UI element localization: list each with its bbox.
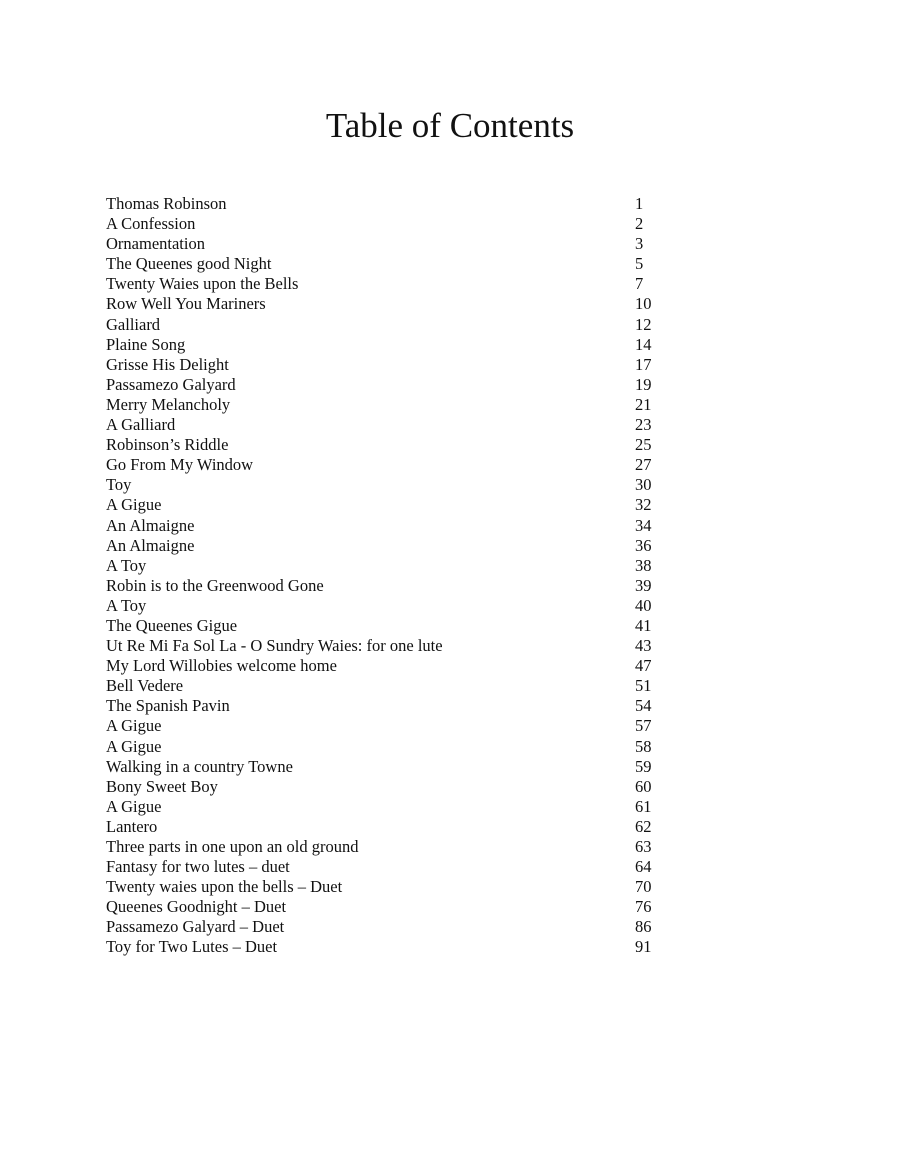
table-of-contents-list [106, 194, 666, 958]
toc-entry-page-number: 32 [635, 495, 652, 515]
toc-entry-page-number: 19 [635, 374, 652, 394]
toc-entry-page-number: 91 [635, 937, 652, 957]
toc-entry [106, 777, 666, 797]
toc-entry-page-number: 38 [635, 555, 652, 575]
toc-entry-page-number: 62 [635, 816, 652, 836]
toc-entry-page-number: 5 [635, 254, 644, 274]
toc-entry [106, 355, 666, 375]
toc-entry-title: A Gigue [106, 736, 162, 756]
toc-entry-page-number: 54 [635, 696, 652, 716]
toc-entry [106, 415, 666, 435]
toc-entry [106, 294, 666, 314]
toc-entry-page-number: 70 [635, 877, 652, 897]
toc-entry-page-number: 34 [635, 515, 652, 535]
toc-entry [106, 656, 666, 676]
toc-entry-title: My Lord Willobies welcome home [106, 656, 337, 676]
toc-entry-title: Ut Re Mi Fa Sol La - O Sundry Waies: for one lute [106, 636, 443, 656]
toc-entry-title: Twenty Waies upon the Bells [106, 274, 299, 294]
toc-entry-title: Ornamentation [106, 234, 205, 254]
toc-entry-page-number: 60 [635, 776, 652, 796]
toc-entry-page-number: 21 [635, 394, 652, 414]
toc-entry [106, 475, 666, 495]
toc-entry [106, 897, 666, 917]
toc-entry [106, 797, 666, 817]
toc-entry-page-number: 40 [635, 595, 652, 615]
toc-entry [106, 596, 666, 616]
toc-entry [106, 636, 666, 656]
toc-entry-title: A Toy [106, 555, 147, 575]
toc-entry-page-number: 17 [635, 354, 652, 374]
toc-entry-title: A Gigue [106, 716, 162, 736]
toc-entry-page-number: 58 [635, 736, 652, 756]
toc-entry [106, 737, 666, 757]
toc-entry-title: Thomas Robinson [106, 194, 227, 213]
toc-entry [106, 435, 666, 455]
toc-entry-title: Robinson’s Riddle [106, 435, 229, 455]
toc-entry [106, 556, 666, 576]
toc-entry [106, 536, 666, 556]
toc-entry [106, 696, 666, 716]
toc-entry [106, 716, 666, 736]
toc-entry [106, 676, 666, 696]
toc-entry-title: A Toy [106, 595, 147, 615]
page-title: Table of Contents [325, 106, 575, 145]
toc-entry-page-number: 27 [635, 455, 652, 475]
toc-entry [106, 757, 666, 777]
toc-entry [106, 335, 666, 355]
toc-entry-title: Passamezo Galyard – Duet [106, 917, 285, 937]
toc-entry [106, 837, 666, 857]
toc-entry-page-number: 59 [635, 756, 652, 776]
toc-entry-title: Plaine Song [106, 334, 186, 354]
toc-entry [106, 495, 666, 515]
toc-entry-title: An Almaigne [106, 515, 195, 535]
toc-entry-page-number: 12 [635, 314, 652, 334]
toc-entry-title: Bony Sweet Boy [106, 776, 218, 796]
toc-entry-title: The Spanish Pavin [106, 696, 230, 716]
toc-entry-page-number: 43 [635, 636, 652, 656]
toc-entry [106, 254, 666, 274]
toc-entry-page-number: 47 [635, 656, 652, 676]
toc-entry-page-number: 86 [635, 917, 652, 937]
toc-entry [106, 375, 666, 395]
toc-entry-title: Merry Melancholy [106, 394, 231, 414]
toc-entry-title: A Gigue [106, 495, 162, 515]
toc-entry [106, 516, 666, 536]
toc-entry-title: Robin is to the Greenwood Gone [106, 575, 324, 595]
toc-entry-page-number: 14 [635, 334, 652, 354]
toc-entry-title: Go From My Window [106, 455, 254, 475]
toc-entry [106, 857, 666, 877]
toc-entry-page-number: 41 [635, 615, 652, 635]
toc-entry [106, 817, 666, 837]
toc-entry-page-number: 61 [635, 796, 652, 816]
toc-entry-page-number: 51 [635, 676, 652, 696]
toc-entry-title: A Gigue [106, 796, 162, 816]
toc-entry-title: Toy for Two Lutes – Duet [106, 937, 278, 957]
toc-entry [106, 576, 666, 596]
toc-entry-title: An Almaigne [106, 535, 195, 555]
toc-entry-title: Twenty waies upon the bells – Duet [106, 877, 343, 897]
toc-entry-title: Passamezo Galyard [106, 374, 236, 394]
toc-entry [106, 395, 666, 415]
toc-entry [106, 234, 666, 254]
toc-entry [106, 455, 666, 475]
toc-entry-title: Bell Vedere [106, 676, 184, 696]
toc-entry-title: Three parts in one upon an old ground [106, 837, 359, 856]
toc-entry-title: The Queenes Gigue [106, 615, 238, 635]
toc-entry-title: Toy [106, 475, 132, 495]
toc-entry-page-number: 30 [635, 475, 652, 495]
toc-entry-page-number: 64 [635, 857, 652, 877]
toc-entry-title: A Confession [106, 214, 196, 234]
toc-entry-page-number: 76 [635, 897, 652, 917]
toc-entry-page-number: 25 [635, 435, 652, 455]
toc-entry [106, 937, 666, 957]
toc-entry-page-number: 36 [635, 535, 652, 555]
toc-entry [106, 214, 666, 234]
toc-entry-title: A Galliard [106, 415, 176, 435]
toc-entry-title: Walking in a country Towne [106, 756, 293, 776]
toc-entry-title: Galliard [106, 314, 161, 334]
toc-entry-page-number: 57 [635, 716, 652, 736]
toc-entry-title: Lantero [106, 816, 158, 836]
toc-entry-title: Fantasy for two lutes – duet [106, 857, 290, 877]
toc-entry-page-number: 3 [635, 234, 644, 254]
toc-entry [106, 616, 666, 636]
toc-entry [106, 917, 666, 937]
toc-entry-title: Queenes Goodnight – Duet [106, 897, 287, 917]
toc-entry-title: Grisse His Delight [106, 354, 229, 374]
toc-entry-title: The Queenes good Night [106, 254, 272, 274]
toc-entry-page-number: 23 [635, 415, 652, 435]
toc-entry [106, 315, 666, 335]
toc-entry [106, 194, 666, 214]
toc-entry-page-number: 7 [635, 274, 644, 294]
toc-entry-page-number: 10 [635, 294, 652, 314]
toc-entry-page-number: 63 [635, 837, 652, 856]
toc-entry [106, 274, 666, 294]
toc-entry-page-number: 1 [635, 194, 644, 213]
toc-entry-title: Row Well You Mariners [106, 294, 266, 314]
toc-entry-page-number: 39 [635, 575, 652, 595]
toc-entry [106, 877, 666, 897]
toc-entry-page-number: 2 [635, 214, 644, 234]
